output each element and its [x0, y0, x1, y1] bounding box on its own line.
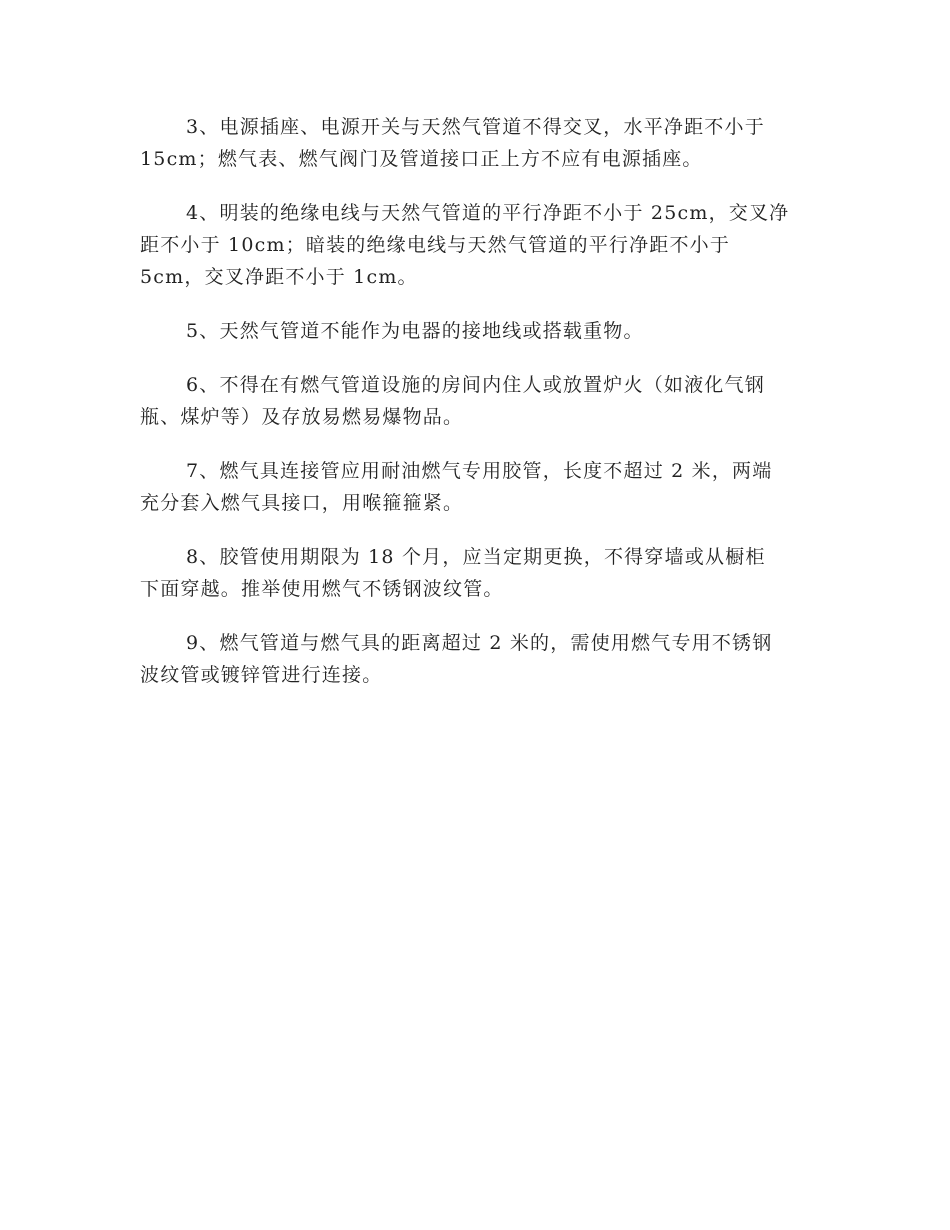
paragraph-item-5: [140, 315, 808, 347]
paragraph-line: 3、电源插座、电源开关与天然气管道不得交叉，水平净距不小于: [186, 116, 765, 138]
document-body: [140, 111, 808, 691]
paragraph-line: 4、明装的绝缘电线与天然气管道的平行净距不小于 25cm，交叉净: [186, 202, 790, 224]
paragraph-line: 充分套入燃气具接口，用喉箍箍紧。: [140, 492, 464, 514]
paragraph-item-8: [140, 541, 808, 605]
paragraph-line: 9、燃气管道与燃气具的距离超过 2 米的，需使用燃气专用不锈钢: [186, 632, 773, 654]
paragraph-item-7: [140, 455, 808, 519]
paragraph-line: 7、燃气具连接管应用耐油燃气专用胶管，长度不超过 2 米，两端: [186, 460, 773, 482]
paragraph-line: 波纹管或镀锌管进行连接。: [140, 664, 383, 686]
paragraph-line: 6、不得在有燃气管道设施的房间内住人或放置炉火（如液化气钢: [186, 374, 765, 396]
paragraph-line: 5cm，交叉净距不小于 1cm。: [140, 266, 418, 288]
paragraph-line: 8、胶管使用期限为 18 个月，应当定期更换，不得穿墙或从橱柜: [186, 546, 766, 568]
paragraph-line: 下面穿越。推举使用燃气不锈钢波纹管。: [140, 578, 504, 600]
paragraph-item-9: [140, 627, 808, 691]
paragraph-line: 15cm；燃气表、燃气阀门及管道接口正上方不应有电源插座。: [140, 148, 703, 170]
paragraph-item-4: [140, 197, 808, 293]
paragraph-item-6: [140, 369, 808, 433]
paragraph-line: 距不小于 10cm；暗装的绝缘电线与天然气管道的平行净距不小于: [140, 234, 731, 256]
paragraph-item-3: [140, 111, 808, 175]
paragraph-line: 5、天然气管道不能作为电器的接地线或搭载重物。: [186, 320, 644, 342]
paragraph-line: 瓶、煤炉等）及存放易燃易爆物品。: [140, 406, 464, 428]
